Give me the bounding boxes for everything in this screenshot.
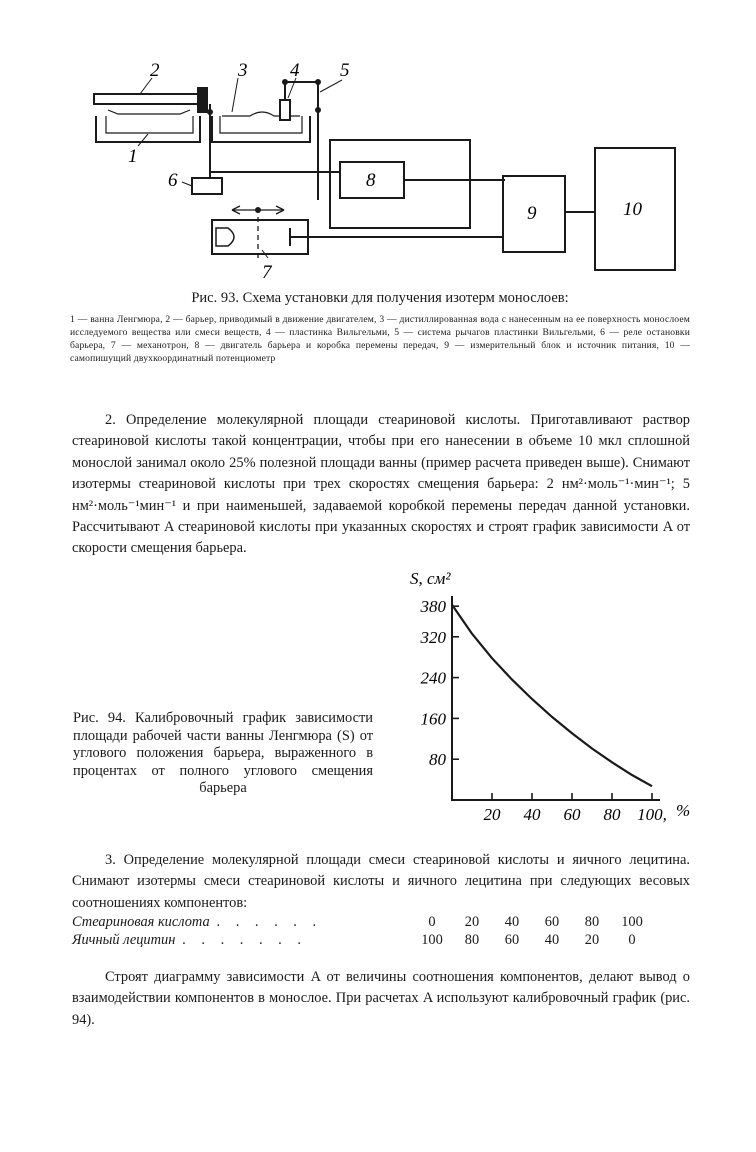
barrier-post [198,88,207,112]
table-cell: 40 [504,913,520,930]
box-label-8: 8 [366,170,376,191]
table-cell: 80 [584,913,600,930]
mechanotron-head [216,228,234,246]
table-cell: 20 [464,913,480,930]
y-tick-label: 320 [420,627,446,647]
chart-y-label: S, см² [410,569,451,588]
y-tick-label: 240 [420,668,446,688]
x-tick-label: 20 [483,805,501,824]
wire-7-9 [290,228,503,246]
table-cell: 40 [544,931,560,948]
figure-93-legend: 1 — ванна Ленгмюра, 2 — барьер, приводимый в движение двигателем, 3 — дистиллированная вода с нанесенным на ее поверхность монослоем исследуемого вещества или смеси веществ, 4 — пластинка Вильгельми, 5 — система рычагов пластинки Вильгельми, 6 — реле остановки барьера, 7 — механотрон, 8 — двигатель барьера и коробка перемены передач, 9 — измерительный блок и источник питания, 10 — самопишущий двухкоординатный потенциометр [70,314,690,364]
x-tick-label: 60 [563,805,581,824]
y-tick-label: 380 [420,597,446,617]
chart-series-line [452,605,652,787]
paragraph-3: 3. Определение молекулярной площади смеси стеариновой кислоты и яичного лецитина. Снимают изотермы смеси стеариновой кислоты и яичного лецитина при следующих весовых соотношениях компонентов: [72,852,690,911]
table-cell: 0 [428,913,436,930]
y-tick-label: 80 [429,750,446,770]
node-dot [282,79,288,85]
trough-right-wall [212,116,310,142]
ratios-table [72,913,652,949]
node-dot [255,207,261,213]
table-cell: 80 [464,931,480,948]
leader-6 [182,182,192,186]
paragraph-2: 2. Определение молекулярной площади стеариновой кислоты. Приготавливают раствор стеариновой кислоты такой концентрации, чтобы при его нанесении в объеме 10 мкл сплошной монослой занимал около 25% полезной площади ванны (пример расчета приведен выше). Снимают изотермы стеариновой кислоты при трех скоростях смещения барьера: 2 нм²·моль⁻¹·мин⁻¹; 5 нм²·моль⁻¹мин⁻¹ и при наименьшей, задаваемой коробкой перемены передач данной установки. Рассчитывают A стеариновой кислоты при указанных скоростях и строят график зависимости A от скорости смещения барьера. [72,412,690,557]
figure-94-chart [380,560,710,830]
table-cell: 60 [544,913,560,930]
wilhelmy-plate [280,100,290,120]
table-cell: 100 [621,913,643,930]
callout-5: 5 [340,60,350,81]
leader-5 [320,80,342,92]
y-tick-label: 160 [420,709,446,729]
callout-4: 4 [290,60,300,81]
node-dot [315,79,321,85]
node-dot [315,107,321,113]
box-label-10: 10 [623,199,642,220]
trough-left-wall [96,116,200,142]
table-cell: 100 [421,931,443,948]
chart-axes [452,596,660,800]
figure-93-diagram [0,0,756,290]
x-tick-label: 40 [523,805,541,824]
table-cell: 0 [628,931,636,948]
figure-94-caption: Рис. 94. Калибровочный график зависимости площади рабочей части ванны Ленгмюра (S) от углового положения барьера, выраженного в процентах от полного углового смещения барьера [73,710,373,797]
box-label-9: 9 [527,203,537,224]
callout-1: 1 [128,146,138,167]
node-dot [207,109,213,115]
paragraph-4: Строят диаграмму зависимости A от величины соотношения компонентов, делают вывод о взаимодействии компонентов в монослое. При расчетах A используют калибровочный график (рис. 94). [72,969,690,1028]
callout-2: 2 [150,60,160,81]
table-cell: 60 [504,931,520,948]
callout-3: 3 [238,60,248,81]
row-label: Яичный лецитин . . . . . . . [72,931,308,948]
figure-93-caption: Рис. 93. Схема установки для получения изотерм монослоев: [191,290,569,306]
table-row [72,913,652,931]
x-tick-label: 80 [603,805,621,824]
relay-box [192,178,222,194]
x-tick-label: 100, [637,805,667,824]
leader-1 [138,134,148,146]
trough-inner-wall [106,116,193,133]
row-label: Стеариновая кислота . . . . . . [72,913,323,930]
chart-x-unit: % [676,801,691,820]
leader-3 [232,78,238,112]
table-cell: 20 [584,931,600,948]
table-row [72,931,652,949]
callout-6: 6 [168,170,178,191]
wire-relay-motor [210,172,340,178]
callout-7: 7 [262,262,272,283]
box-outer-8 [330,140,470,228]
barrier [94,94,202,104]
water-surface-left [108,110,190,114]
